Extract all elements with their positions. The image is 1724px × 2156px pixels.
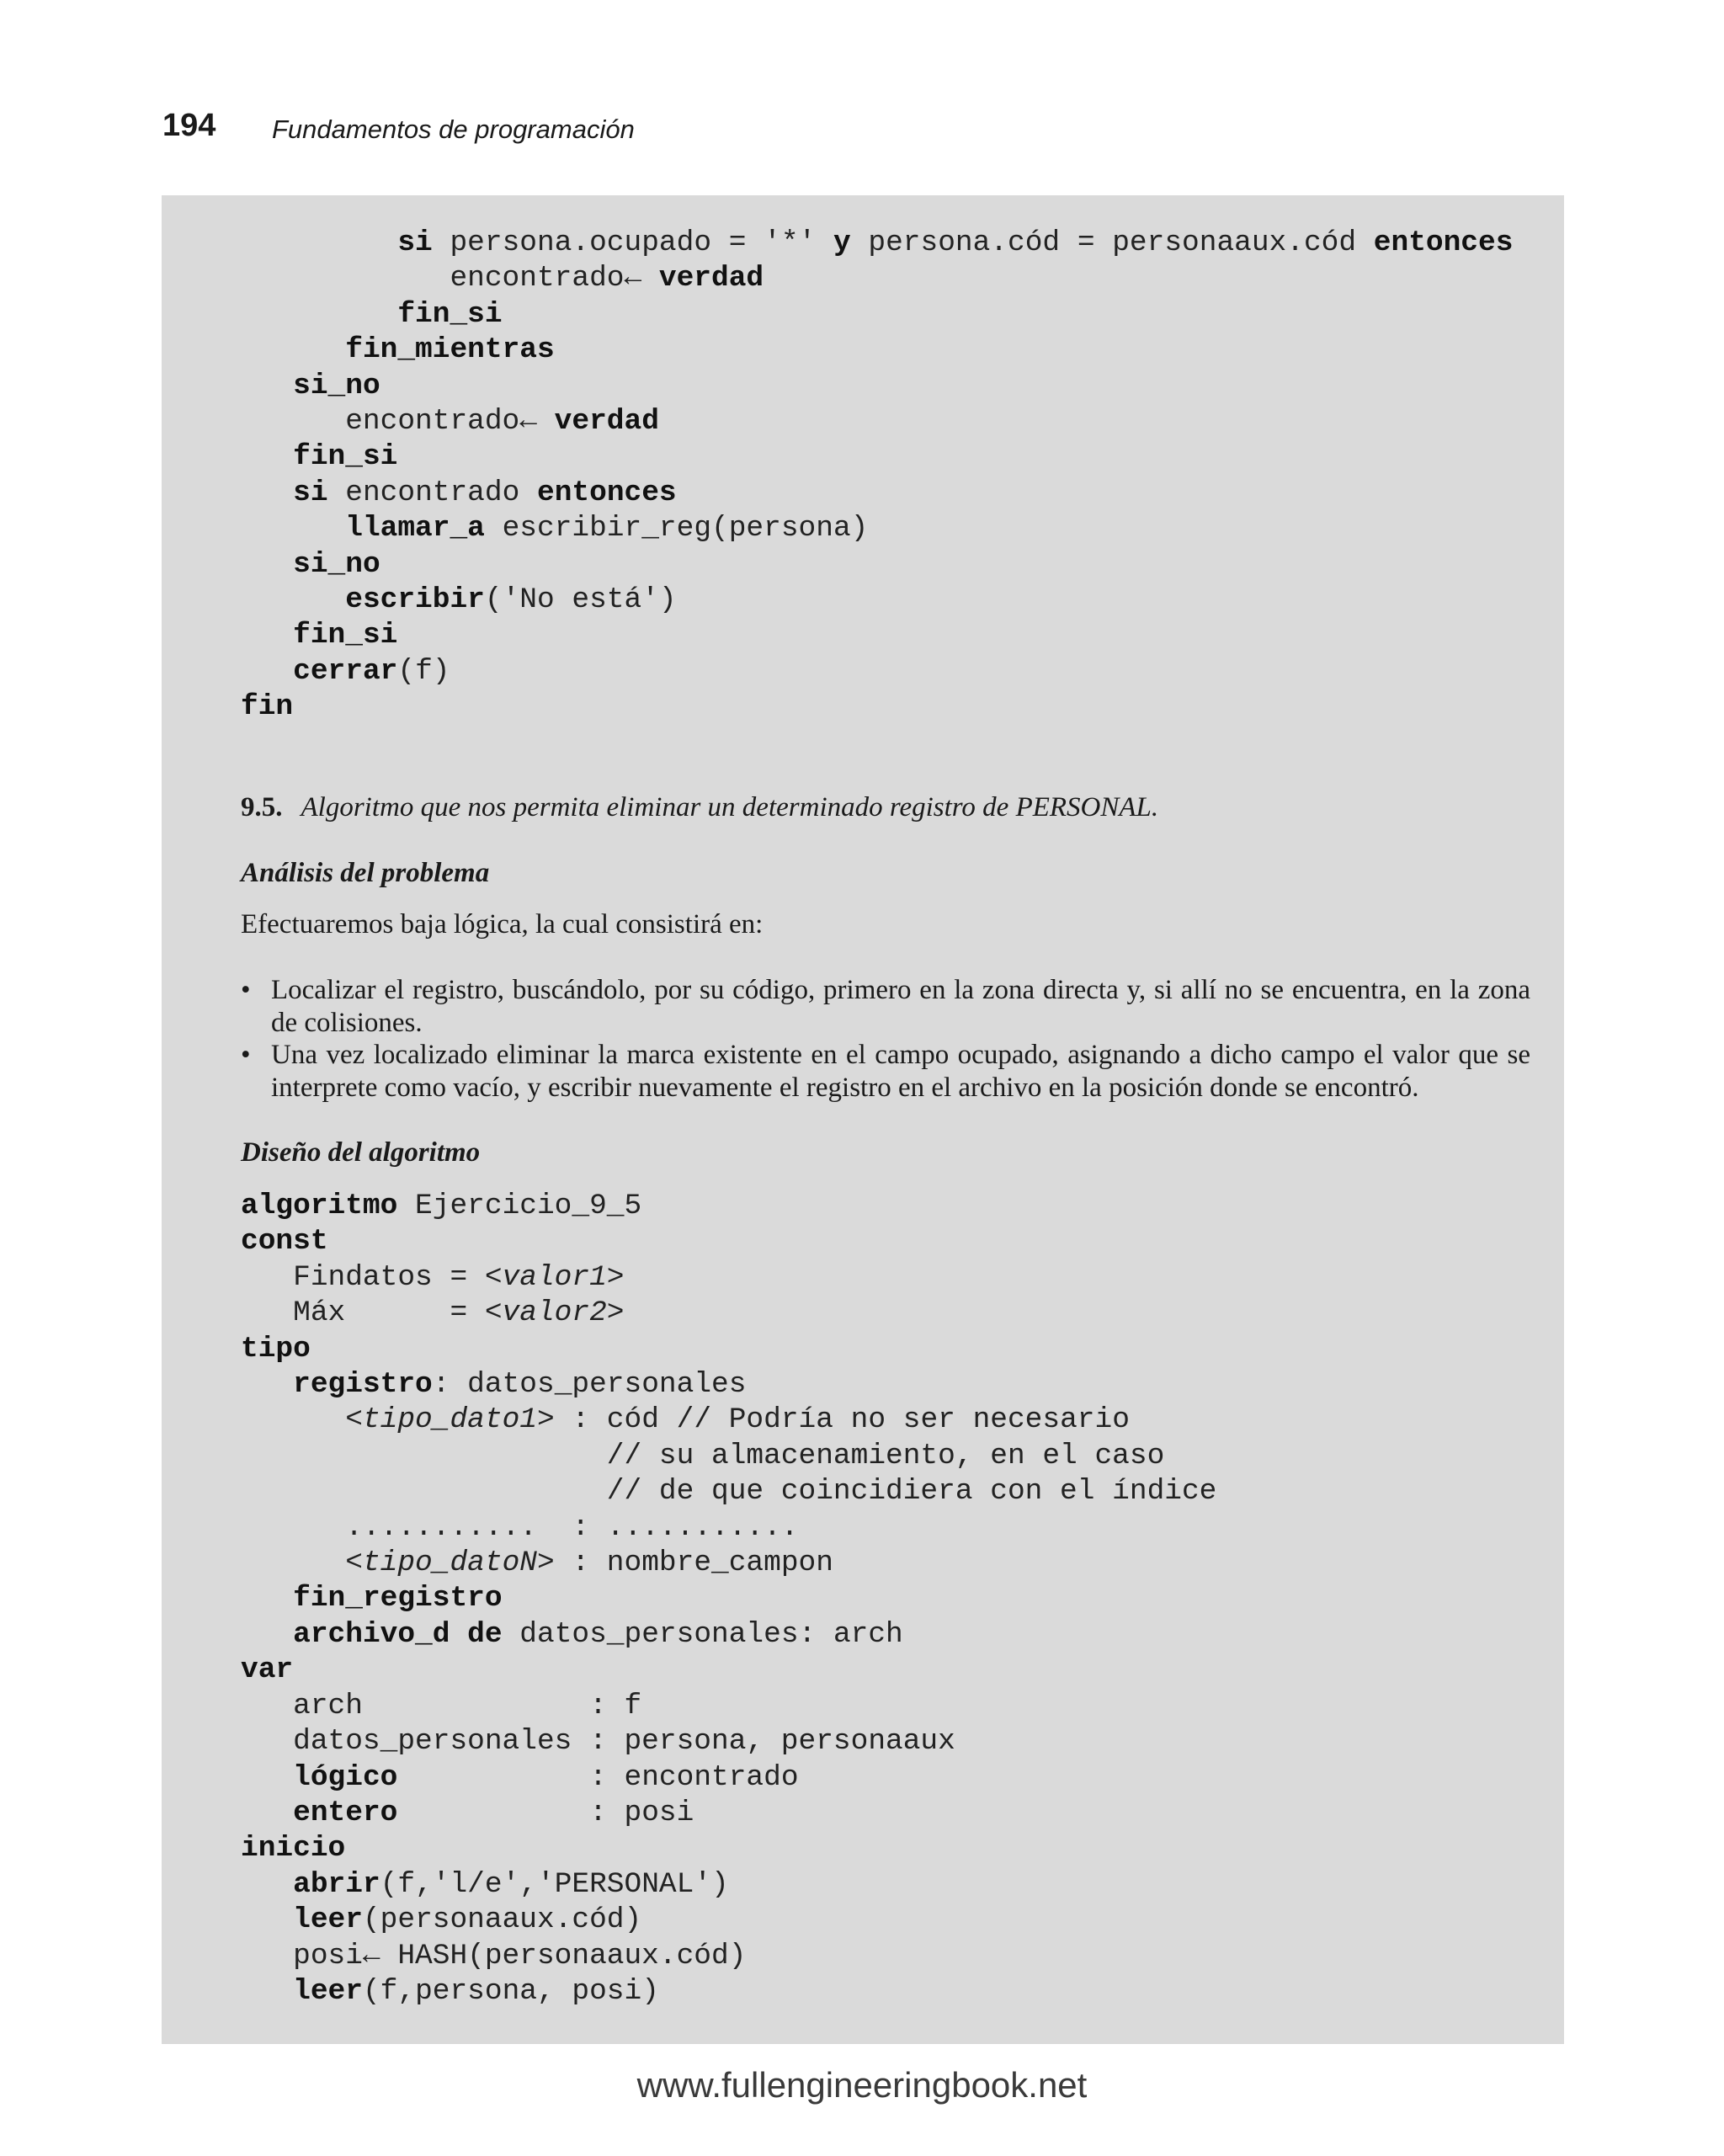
code-text	[241, 333, 345, 366]
code-placeholder: <tipo_dato1>	[345, 1403, 555, 1437]
code-text	[241, 619, 293, 652]
code-text	[241, 298, 397, 331]
code-keyword: archivo_d de	[293, 1617, 503, 1651]
code-line	[241, 1725, 955, 1758]
code-line	[241, 1403, 1130, 1436]
code-text	[241, 1403, 345, 1436]
code-text: (f)	[397, 654, 450, 688]
code-text: ('No está')	[484, 583, 677, 617]
code-keyword: verdad	[658, 262, 764, 295]
code-line	[241, 1225, 328, 1258]
code-line	[241, 298, 503, 331]
code-line	[241, 1546, 833, 1579]
code-line	[241, 619, 397, 652]
code-keyword: fin_si	[293, 440, 398, 474]
code-text	[241, 1903, 293, 1936]
code-text: datos_personales : persona, personaaux	[241, 1725, 955, 1759]
code-line	[241, 1440, 1164, 1472]
code-line	[241, 1511, 799, 1544]
code-line	[241, 440, 397, 473]
code-text	[241, 655, 293, 688]
code-text	[241, 370, 293, 402]
bullet-dot: •	[241, 1040, 251, 1070]
exercise-panel	[162, 195, 1564, 2044]
code-text: // su almacenamiento, en el caso	[241, 1439, 1165, 1472]
bullet-item	[241, 974, 1530, 1039]
code-text: : posi	[397, 1796, 694, 1829]
code-text: // de que coincidiera con el índice	[241, 1475, 1217, 1509]
code-line	[241, 1190, 641, 1222]
analysis-heading: Análisis del problema	[241, 858, 490, 888]
code-text	[241, 583, 345, 616]
code-line	[241, 1761, 799, 1794]
code-keyword: leer	[293, 1903, 363, 1937]
running-title: Fundamentos de programación	[272, 114, 635, 144]
page-number: 194	[162, 108, 216, 143]
code-keyword: fin_registro	[293, 1582, 503, 1616]
code-text: persona.cód = personaaux.cód	[850, 226, 1374, 259]
bullet-dot: •	[241, 975, 251, 1005]
code-text	[241, 1582, 293, 1615]
code-keyword: si	[397, 226, 433, 259]
code-text: datos_personales: arch	[502, 1617, 903, 1651]
code-keyword: si	[293, 476, 328, 509]
code-line	[241, 512, 868, 545]
problem-text: Algoritmo que nos permita eliminar un determinado registro de PERSONAL.	[301, 792, 1159, 822]
code-placeholder: <tipo_datoN>	[345, 1546, 555, 1580]
code-text	[241, 1546, 345, 1579]
code-line	[241, 1797, 694, 1829]
code-keyword: fin	[241, 690, 294, 724]
bullet-text: Localizar el registro, buscándolo, por su código, primero en la zona directa y, si allí no se encuentra, en la zona de colisiones.	[271, 975, 1530, 1038]
code-text: encontrado←	[241, 262, 659, 295]
code-text	[241, 1797, 293, 1829]
design-heading: Diseño del algoritmo	[241, 1137, 481, 1168]
code-line	[241, 1975, 659, 2008]
code-keyword: entonces	[1373, 226, 1514, 259]
code-keyword: y	[833, 226, 851, 259]
code-text: Findatos =	[241, 1260, 485, 1294]
code-line	[241, 405, 659, 438]
code-line	[241, 655, 450, 688]
code-text	[241, 548, 293, 581]
code-line	[241, 1296, 625, 1329]
code-keyword: var	[241, 1653, 294, 1687]
code-text: posi← HASH(personaaux.cód)	[241, 1939, 747, 1972]
code-line	[241, 583, 677, 616]
code-text: (f,'l/e','PERSONAL')	[380, 1867, 729, 1901]
code-text: Ejercicio_9_5	[397, 1190, 642, 1222]
code-text	[241, 512, 345, 545]
analysis-bullets	[241, 974, 1530, 1104]
code-text	[241, 1618, 293, 1651]
code-line	[241, 1475, 1216, 1508]
code-text: encontrado	[327, 476, 537, 509]
code-text	[241, 476, 293, 509]
code-line	[241, 1690, 641, 1722]
code-line	[241, 226, 1513, 259]
code-text: : datos_personales	[432, 1368, 747, 1402]
code-text: ........... : ...........	[241, 1510, 799, 1544]
problem-statement	[241, 792, 1158, 823]
code-keyword: fin_mientras	[345, 333, 555, 367]
code-line	[241, 1940, 746, 1972]
code-line	[241, 333, 555, 366]
code-keyword: entero	[293, 1796, 398, 1829]
code-placeholder: <valor1>	[484, 1260, 625, 1294]
code-line	[241, 476, 677, 509]
code-block-bottom	[241, 1189, 1216, 2010]
code-placeholder: <valor2>	[484, 1296, 625, 1330]
code-text: : cód // Podría no ser necesario	[554, 1403, 1130, 1437]
code-keyword: fin_si	[397, 297, 503, 331]
code-text	[241, 1868, 293, 1901]
problem-number: 9.5.	[241, 792, 283, 822]
code-line	[241, 1333, 311, 1365]
code-keyword: fin_si	[293, 619, 398, 652]
code-line	[241, 548, 380, 581]
code-keyword: tipo	[241, 1332, 311, 1365]
code-line	[241, 262, 764, 295]
code-keyword: inicio	[241, 1832, 346, 1866]
code-text: : encontrado	[397, 1760, 799, 1794]
code-keyword: registro	[293, 1368, 433, 1402]
code-keyword: leer	[293, 1974, 363, 2008]
code-line	[241, 1261, 625, 1294]
bullet-item	[241, 1039, 1530, 1104]
code-line	[241, 1618, 903, 1651]
bullet-text: Una vez localizado eliminar la marca existente en el campo ocupado, asignando a dicho campo el valor que se interprete como vacío, y escribir nuevamente el registro en el archivo en la posición donde se encontró.	[271, 1040, 1530, 1103]
code-keyword: verdad	[554, 405, 659, 439]
analysis-paragraph: Efectuaremos baja lógica, la cual consistirá en:	[241, 909, 764, 940]
code-line	[241, 1903, 641, 1936]
code-text: (f,persona, posi)	[362, 1974, 659, 2008]
code-keyword: const	[241, 1225, 328, 1259]
code-keyword: cerrar	[293, 654, 398, 688]
code-text	[241, 1975, 293, 2008]
code-keyword: algoritmo	[241, 1190, 398, 1222]
code-line	[241, 1832, 345, 1865]
code-text: Máx =	[241, 1296, 485, 1330]
code-keyword: escribir	[345, 583, 485, 617]
code-line	[241, 1868, 729, 1901]
code-line	[241, 1368, 746, 1401]
footer-url: www.fullengineeringbook.net	[636, 2065, 1088, 2105]
code-text: : nombre_campon	[554, 1546, 833, 1580]
code-text: encontrado←	[241, 405, 555, 439]
code-text: persona.ocupado = '*'	[432, 226, 833, 259]
code-keyword: abrir	[293, 1867, 380, 1901]
code-text	[241, 1368, 293, 1401]
code-line	[241, 370, 380, 402]
code-text: (personaaux.cód)	[362, 1903, 642, 1937]
code-text: escribir_reg(persona)	[484, 512, 869, 546]
code-text: arch : f	[241, 1689, 642, 1722]
code-keyword: entonces	[537, 476, 677, 509]
code-keyword: lógico	[293, 1760, 398, 1794]
code-block-top	[241, 226, 1513, 726]
code-text	[241, 440, 293, 473]
code-keyword: llamar_a	[345, 512, 485, 546]
code-line	[241, 690, 293, 723]
code-keyword: si_no	[293, 547, 380, 581]
code-keyword: si_no	[293, 369, 380, 402]
code-line	[241, 1653, 293, 1686]
code-line	[241, 1582, 503, 1615]
code-text	[241, 1761, 293, 1794]
code-text	[241, 226, 397, 259]
